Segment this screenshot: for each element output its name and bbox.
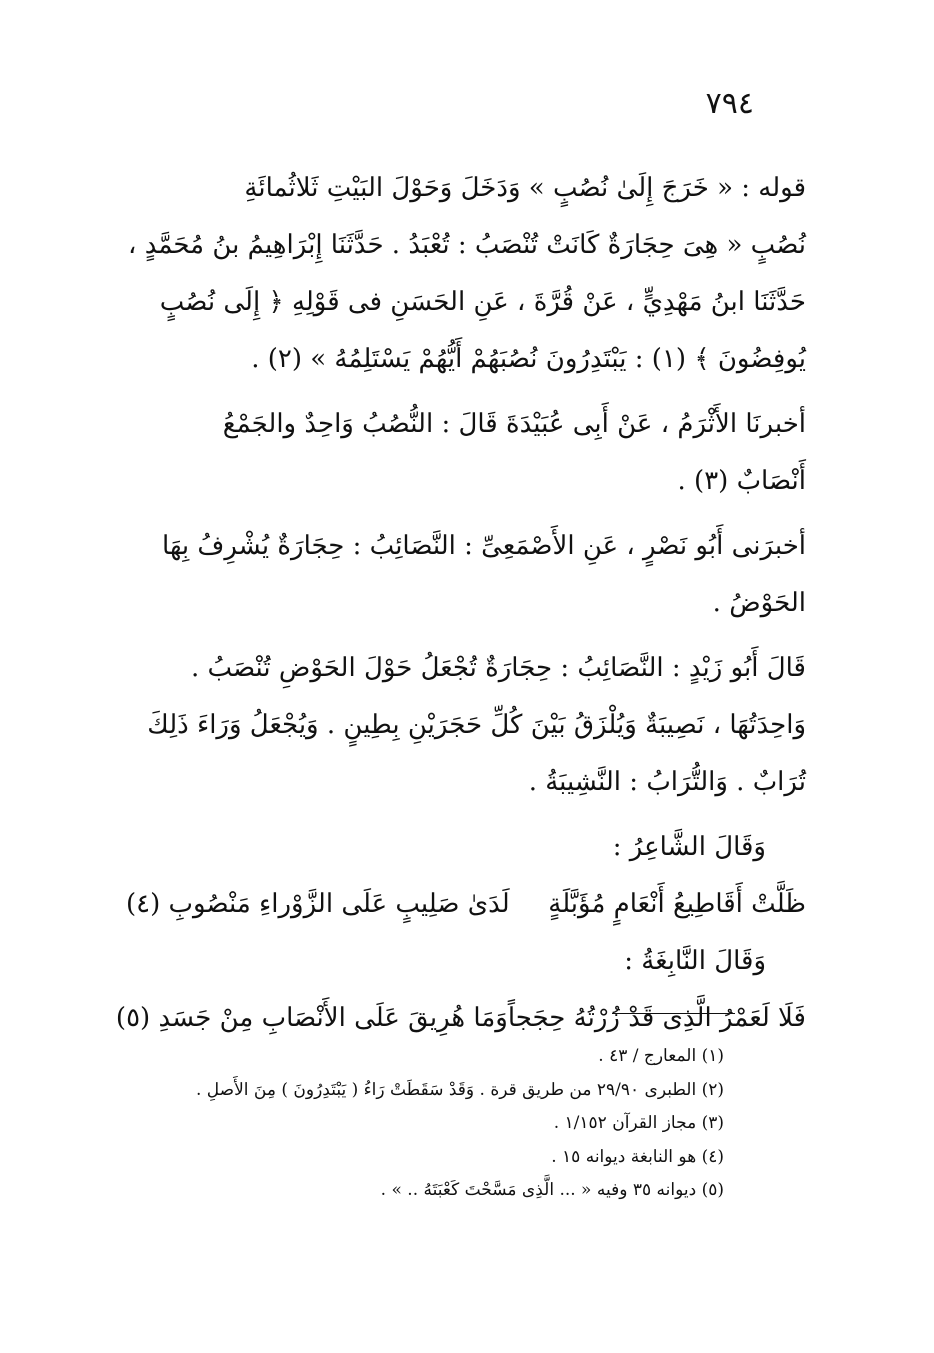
text-line: يُوفِضُونَ ﴾ (١) : يَبْتَدِرُونَ نُصُبَهُمْ أَيُّهُمْ يَسْتَلِمُهُ » (٢) .	[251, 344, 806, 374]
text-line: أَنْصَابٌ (٣) .	[677, 466, 806, 496]
page-number: ٧٩٤	[705, 86, 754, 121]
text-line: تُرَابٌ . وَالتُّرَابُ : النَّشِيبَةُ .	[528, 767, 806, 797]
paragraph-1	[126, 160, 806, 388]
poem-1-second-half: لَدَىٰ صَلِيبٍ عَلَى الزَّوْراءِ مَنْصُوبِ (٤)	[126, 889, 510, 919]
main-text	[115, 160, 806, 1047]
text-line: نُصُبٍ « هِىَ حِجَارَةٌ كَانَتْ تُنْصَبُ : تُعْبَدُ . حَدَّثَنَا إِبْرَاهِيمُ بنُ مُحَمَّدٍ ،	[128, 230, 806, 260]
footnote-4: (٤) هو النابغة ديوانه ١٥ .	[551, 1146, 724, 1167]
text-line: أخبرَنى أَبُو نَصْرٍ ، عَنِ الأَصْمَعِىِّ : النَّصَائِبُ : حِجَارَةٌ يُشْرِفُ بِهَا	[162, 531, 806, 561]
poem-1-intro: وَقَالَ الشَّاعِرُ :	[612, 832, 766, 862]
poem-2-intro: وَقَالَ النَّابِغَةُ :	[624, 946, 766, 976]
footnote-divider	[612, 1013, 735, 1014]
poem-2-first-half: فَلَا لَعَمْرُ الَّذِى قَدْ زُرْتُهُ حِجَجاً	[507, 1003, 806, 1033]
paragraph-4	[126, 640, 806, 811]
poem-2-verse	[115, 990, 806, 1047]
footnote-1: (١) المعارج / ٤٣ .	[598, 1046, 724, 1066]
text-line: الحَوْضُ .	[712, 588, 806, 618]
poem-1-verse	[126, 876, 806, 933]
text-line: قَالَ أَبُو زَيْدٍ : النَّصَائِبُ : حِجَارَةٌ تُجْعَلُ حَوْلَ الحَوْضِ تُنْصَبُ .	[190, 653, 806, 683]
text-line: قوله : « خَرَجَ إِلَىٰ نُصُبٍ » وَدَخَلَ وَحَوْلَ البَيْتِ ثَلاثُمائَةِ	[244, 173, 806, 203]
paragraph-3	[126, 518, 806, 632]
paragraph-2	[126, 396, 806, 510]
text-line: وَاحِدَتُهَا ، نَصِيبَةٌ وَيُلْزَقُ بَيْنَ كُلِّ حَجَرَيْنِ بِطِينٍ . وَيُجْعَلُ وَرَاءَ ذَلِكَ	[147, 710, 806, 740]
footnote-5: (٥) ديوانه ٣٥ وفيه « ... الَّذِى مَسَّحْتَ كَعْبَتَهُ .. » .	[380, 1180, 724, 1200]
footnote-3: (٣) مجاز القرآن ١/١٥٢ .	[553, 1113, 724, 1133]
poem-1-first-half: ظَلَّتْ أَقَاطِيعُ أَنْعَامٍ مُؤَبَّلَةٍ	[548, 889, 806, 919]
text-line: أخبرنَا الأَثْرَمُ ، عَنْ أَبِى عُبَيْدَةَ قَالَ : النُّصُبُ وَاحِدٌ والجَمْعُ	[222, 409, 806, 439]
text-line: حَدَّثَنَا ابنُ مَهْدِيٍّ ، عَنْ قُرَّةَ ، عَنِ الحَسَنِ فى قَوْلِهِ ﴿ إِلَى نُصُبٍ	[159, 287, 806, 317]
footnote-2: (٢) الطبرى ٢٩/٩٠ من طريق قرة . وَقَدْ سَقَطَتْ رَاءُ ( يَبْتَدِرُونَ ) مِنَ الأَصلِ .	[195, 1079, 724, 1100]
footnotes	[104, 1040, 724, 1208]
poem-2-second-half: وَمَا هُرِيقَ عَلَى الأَنْصَابِ مِنْ جَسَدِ (٥)	[115, 1003, 508, 1033]
